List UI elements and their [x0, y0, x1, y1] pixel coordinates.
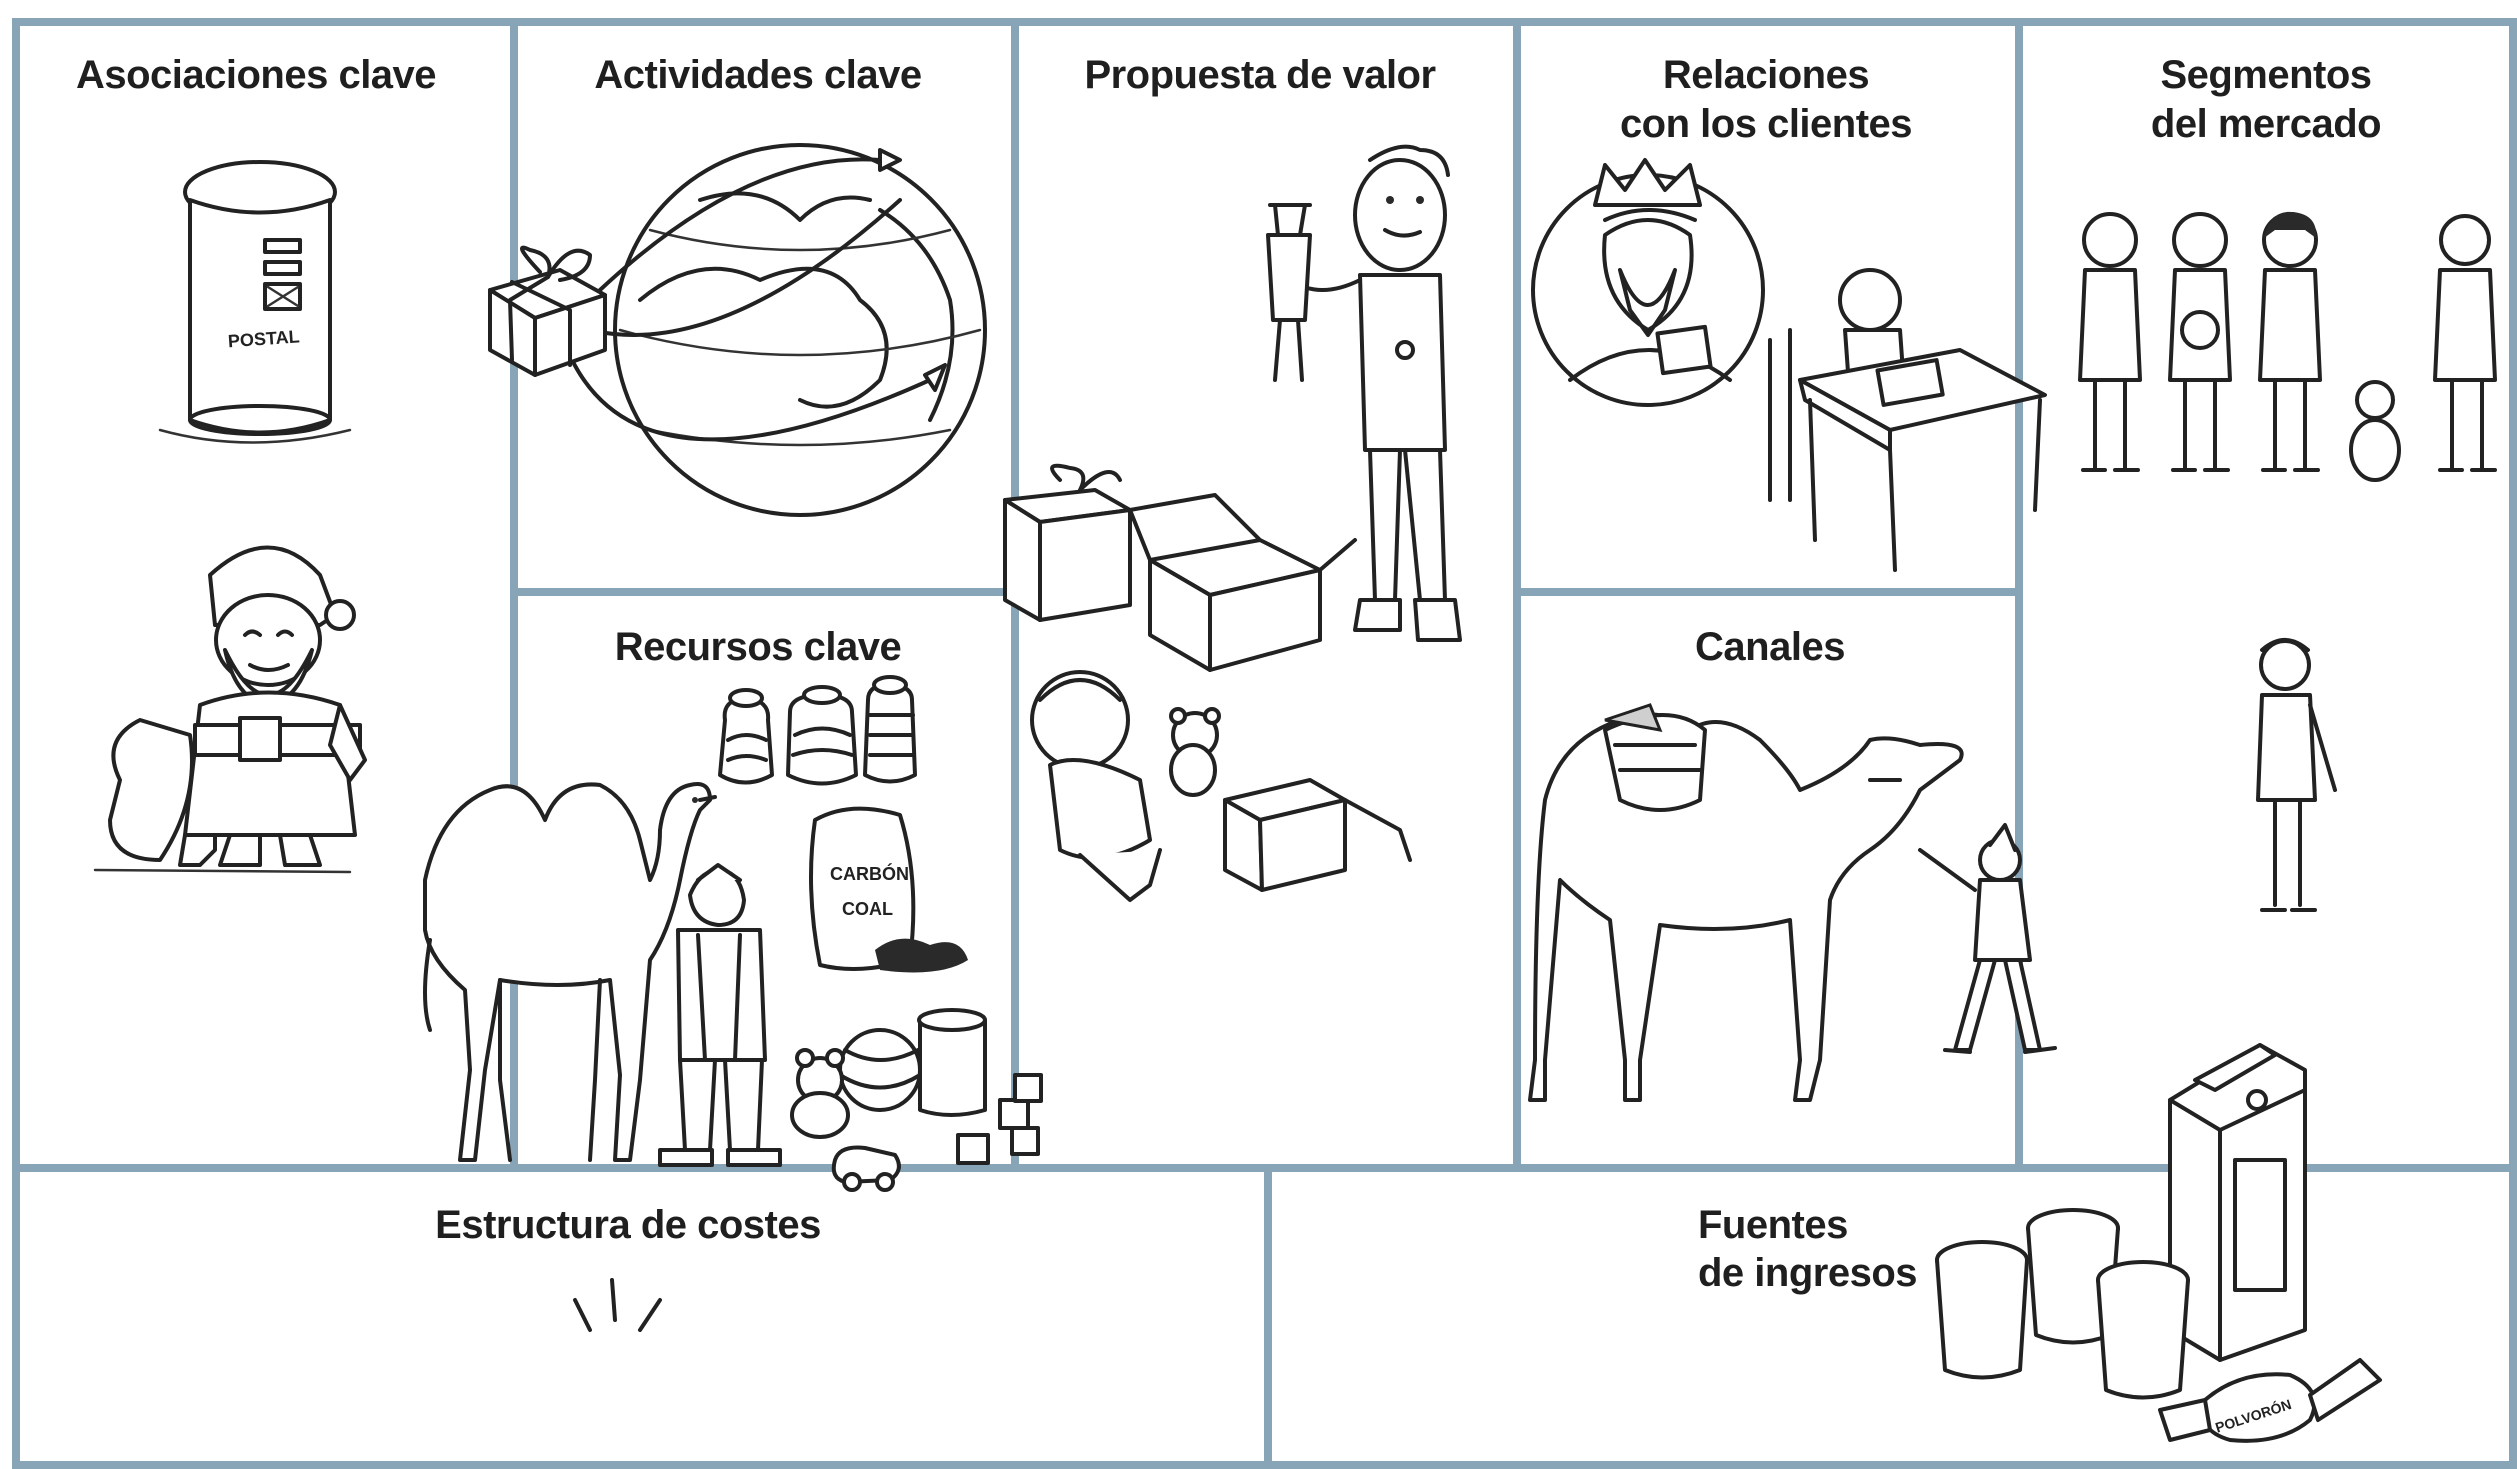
king-portrait-illustration [1533, 160, 1763, 405]
spark-icon [575, 1280, 660, 1330]
child-writing-letter-illustration [1770, 270, 2045, 570]
globe-illustration [560, 145, 985, 515]
children-group-illustration [2080, 212, 2495, 480]
santa-claus-illustration [95, 548, 365, 873]
open-boxes-illustration [1005, 466, 1355, 670]
candy-wrapper-text: POLVORÓN [2213, 1395, 2294, 1436]
toys-illustration [792, 1010, 1041, 1190]
page-boy-illustration [660, 865, 780, 1165]
mailbox-sign-text: POSTAL [227, 326, 301, 352]
boy-with-wand-illustration [2258, 640, 2335, 910]
customer-relationships-title-line2: con los clientes [1619, 102, 1913, 146]
glasses-of-milk-illustration [1937, 1210, 2188, 1398]
revenue-streams-title-line2: de ingresos [1698, 1251, 1918, 1295]
customer-segments-title-line1: Segmentos [2160, 53, 2372, 97]
milk-carton-illustration [2170, 1045, 2305, 1360]
key-activities-title: Actividades clave [594, 53, 922, 97]
coal-bag-text-line1: CARBÓN [830, 864, 909, 884]
coal-bag-illustration [811, 809, 968, 973]
cost-structure-title: Estructura de costes [435, 1203, 821, 1247]
canvas-frame [16, 22, 2513, 1465]
coal-bag-text-line2: COAL [842, 899, 893, 919]
customer-segments-title-line2: del mercado [2150, 102, 2382, 146]
channels-title: Canales [1695, 625, 1845, 669]
candy-jars-illustration [720, 677, 915, 784]
customer-relationships-title-line1: Relaciones [1662, 53, 1870, 97]
page-boy-leading-camel-illustration [1920, 825, 2055, 1052]
camel-with-gifts-illustration [1530, 705, 1962, 1100]
revenue-streams-title-line1: Fuentes [1698, 1203, 1848, 1247]
key-partners-title: Asociaciones clave [75, 53, 437, 97]
child-with-teddy-illustration [1032, 672, 1410, 900]
value-proposition-title: Propuesta de valor [1084, 53, 1436, 97]
key-resources-title: Recursos clave [614, 625, 902, 669]
gift-box-illustration [490, 248, 605, 375]
camel-resources-illustration [425, 784, 715, 1160]
wrapped-candy-illustration [2160, 1360, 2380, 1441]
mailbox-illustration [160, 162, 350, 443]
